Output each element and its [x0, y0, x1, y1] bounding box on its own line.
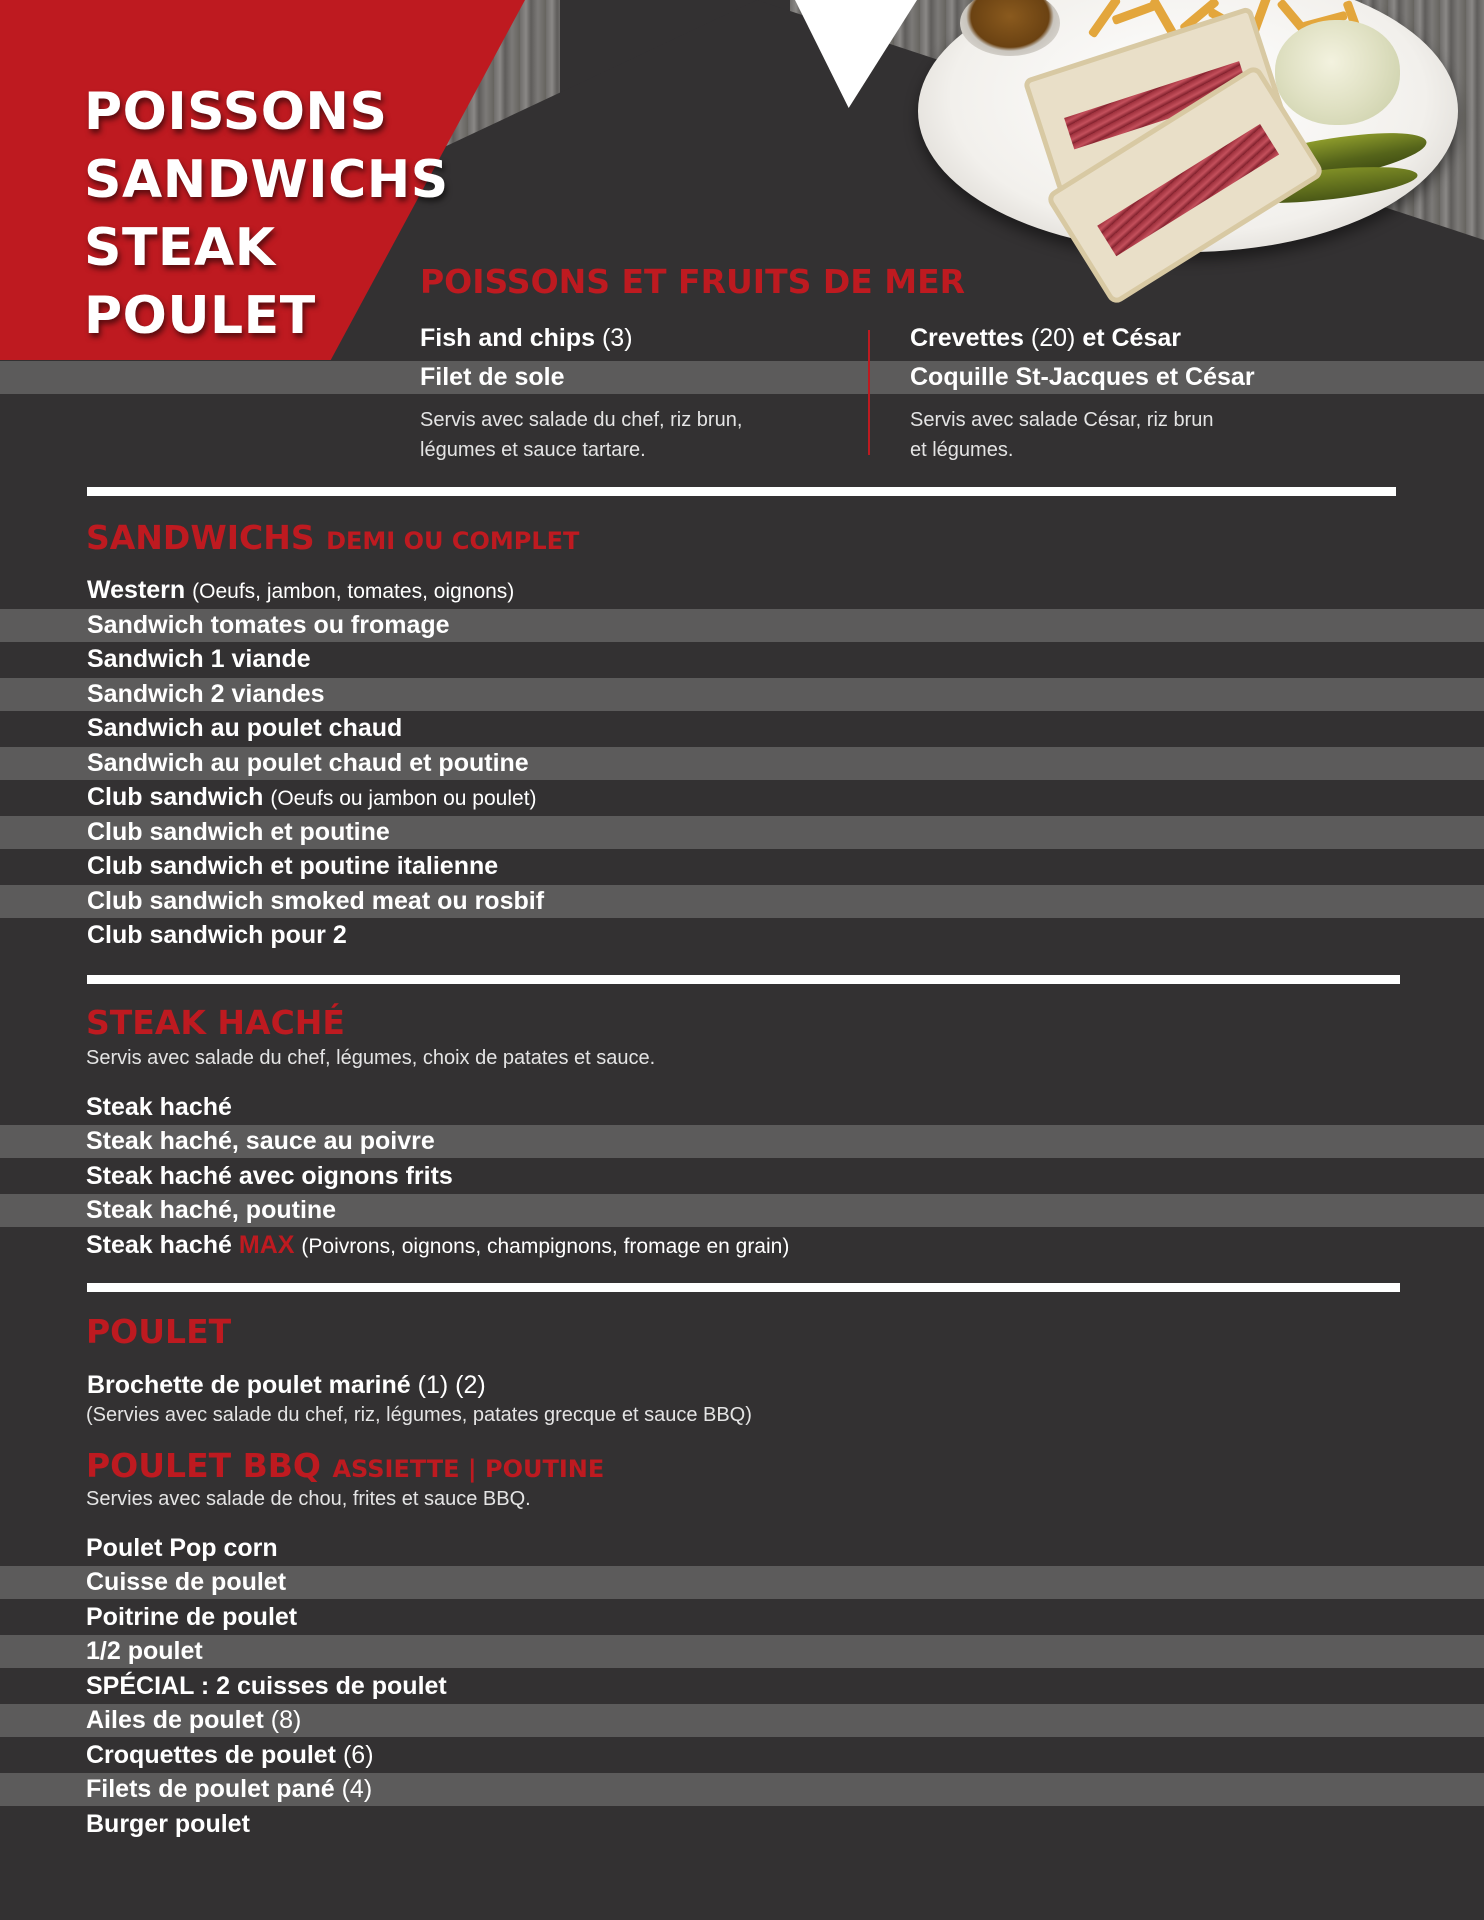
- item-description: [420, 405, 742, 465]
- item-description: (Servies avec salade du chef, riz, légumes, patates grecque et sauce BBQ): [86, 1404, 752, 1426]
- menu-item-sandwich: Sandwich au poulet chaud et poutine: [87, 749, 529, 777]
- item-name: Crevettes: [910, 324, 1024, 352]
- menu-item-western: [87, 574, 514, 608]
- row-band: [0, 361, 1484, 394]
- section-title-poissons: POISSONS ET FRUITS DE MER: [420, 262, 966, 301]
- menu-item-steak: Steak haché avec oignons frits: [86, 1162, 453, 1190]
- menu-item-sandwich: Sandwich au poulet chaud: [87, 714, 403, 742]
- item-description: [910, 405, 1213, 465]
- menu-item-sandwich: Club sandwich pour 2: [87, 921, 347, 949]
- menu-item-steak: Steak haché, sauce au poivre: [86, 1127, 435, 1155]
- menu-item-sandwich: Club sandwich et poutine italienne: [87, 852, 499, 880]
- hero-line: SANDWICHS: [84, 150, 449, 210]
- menu-item-poulet: Cuisse de poulet: [86, 1568, 287, 1596]
- item-highlight: MAX: [238, 1231, 295, 1259]
- item-name: Filets de poulet pané: [86, 1775, 335, 1803]
- description-line: et légumes.: [910, 439, 1014, 461]
- menu-item-ailes: [86, 1704, 301, 1736]
- item-quantity: (4): [341, 1775, 373, 1803]
- item-name: Western: [87, 576, 186, 604]
- menu-item-fish-and-chips: [420, 322, 633, 354]
- menu-item-sandwich: Club sandwich et poutine: [87, 818, 390, 846]
- item-quantity: (6): [342, 1741, 374, 1769]
- menu-item-club-sandwich: [87, 781, 537, 815]
- section-title-sandwichs: [86, 518, 579, 557]
- item-name: Steak haché: [86, 1231, 232, 1259]
- item-name: Fish and chips: [420, 324, 596, 352]
- item-name-suffix: et César: [1082, 324, 1181, 352]
- section-title-poulet-bbq: [86, 1446, 604, 1485]
- description-line: légumes et sauce tartare.: [420, 439, 646, 461]
- hero-line: STEAK: [84, 218, 276, 278]
- description-line: Servis avec salade du chef, riz brun,: [420, 409, 743, 431]
- section-title-text: POULET BBQ: [86, 1446, 321, 1485]
- row-band: [0, 1635, 1484, 1668]
- menu-item-filet-de-sole: Filet de sole: [420, 363, 565, 391]
- menu-item-steak: Steak haché: [86, 1093, 232, 1121]
- menu-item-filets: [86, 1773, 372, 1805]
- menu-item-croquettes: [86, 1739, 374, 1771]
- hero-line: POULET: [84, 286, 316, 346]
- item-note: (Oeufs ou jambon ou poulet): [270, 787, 537, 810]
- menu-item-sandwich: Sandwich tomates ou fromage: [87, 611, 450, 639]
- section-subtitle: ASSIETTE | POUTINE: [332, 1455, 605, 1483]
- item-quantity: (20): [1030, 324, 1076, 352]
- menu-item-poulet: Poulet Pop corn: [86, 1534, 278, 1562]
- item-quantity: (8): [270, 1706, 302, 1734]
- hero-line: POISSONS: [84, 82, 388, 142]
- item-note: (Oeufs, jambon, tomates, oignons): [192, 580, 515, 603]
- menu-item-poulet: Poitrine de poulet: [86, 1603, 298, 1631]
- coleslaw-image: [1275, 20, 1400, 125]
- item-note: (Poivrons, oignons, champignons, fromage en grain): [301, 1235, 790, 1258]
- menu-item-steak: Steak haché, poutine: [86, 1196, 337, 1224]
- section-divider: [87, 487, 1396, 496]
- menu-item-coquille-st-jacques: Coquille St-Jacques et César: [910, 363, 1255, 391]
- menu-item-sandwich: Club sandwich smoked meat ou rosbif: [87, 887, 545, 915]
- menu-item-crevettes-et-cesar: [910, 322, 1181, 354]
- item-name: Brochette de poulet mariné: [87, 1371, 411, 1399]
- section-subtitle: DEMI OU COMPLET: [326, 527, 580, 555]
- description-line: Servis avec salade César, riz brun: [910, 409, 1214, 431]
- section-title-poulet: POULET: [86, 1312, 232, 1351]
- section-title-text: SANDWICHS: [86, 518, 315, 557]
- item-name: Croquettes de poulet: [86, 1741, 337, 1769]
- column-divider: [868, 330, 870, 455]
- menu-item-sandwich: Sandwich 2 viandes: [87, 680, 325, 708]
- item-name: Ailes de poulet: [86, 1706, 264, 1734]
- section-description: Servies avec salade de chou, frites et sauce BBQ.: [86, 1488, 531, 1510]
- menu-item-poulet: 1/2 poulet: [86, 1637, 203, 1665]
- menu-item-poulet: Burger poulet: [86, 1810, 250, 1838]
- menu-item-brochette: [87, 1369, 486, 1401]
- section-description: Servis avec salade du chef, légumes, choix de patates et sauce.: [86, 1047, 656, 1069]
- section-divider: [87, 1283, 1400, 1292]
- hero-title: [84, 78, 449, 350]
- item-quantity: (3): [601, 324, 633, 352]
- item-quantity: (1) (2): [417, 1371, 486, 1399]
- menu-item-poulet: SPÉCIAL : 2 cuisses de poulet: [86, 1672, 447, 1700]
- menu-item-sandwich: Sandwich 1 viande: [87, 645, 311, 673]
- menu-item-steak-max: [86, 1229, 789, 1263]
- item-name: Club sandwich: [87, 783, 264, 811]
- section-title-steak: STEAK HACHÉ: [86, 1003, 345, 1042]
- section-divider: [87, 975, 1400, 984]
